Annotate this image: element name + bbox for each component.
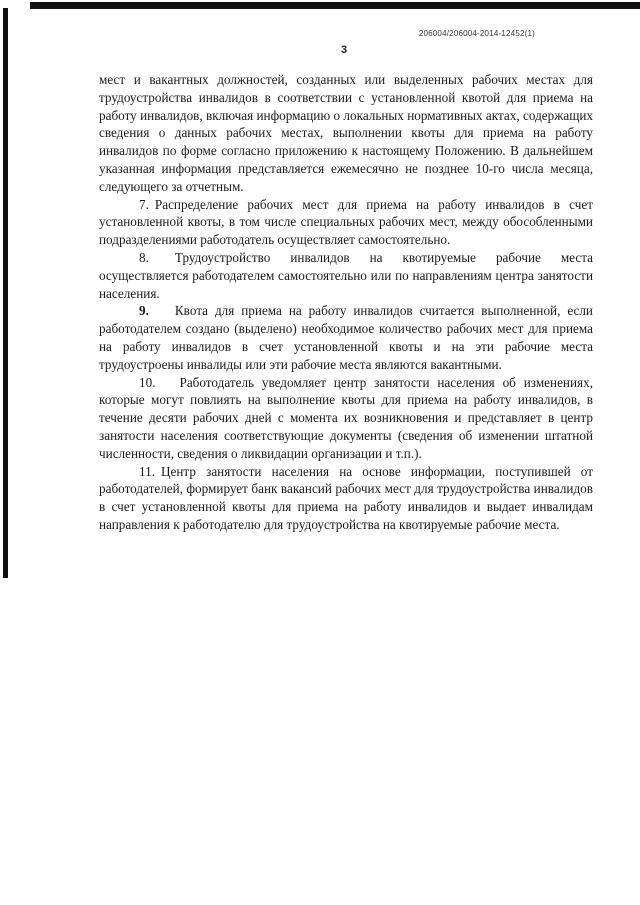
paragraph-number: 8. xyxy=(139,249,149,265)
paragraph-number: 9. xyxy=(139,303,149,319)
scan-edge-left xyxy=(3,8,8,578)
paragraph-text: Центр занятости населения на основе информации, поступившей от работодателей, формирует банк вакансий рабочих мест для трудоустройства инвалидов в счет установленной квоты для приема на работу инвалидов и выдает инвалидам направления к работодателю для трудоустройства на квотируемые рабочие места. xyxy=(99,463,593,532)
scan-edge-top xyxy=(30,2,640,9)
paragraph-10 xyxy=(99,374,593,463)
paragraph-text: Квота для приема на работу инвалидов считается выполненной, если работодателем создано (выделено) необходимое количество рабочих мест для приема на работу инвалидов в счет установленной квоты и на эти рабочие места трудоустроены инвалиды или эти рабочие места являются вакантными. xyxy=(99,303,593,372)
paragraph-text: Трудоустройство инвалидов на квотируемые рабочие места осуществляется работодателем самостоятельно или по направлениям центра занятости населения. xyxy=(99,249,593,301)
paragraph-number: 7. xyxy=(139,196,149,212)
paragraph-text: Распределение рабочих мест для приема на работу инвалидов в счет установленной квоты, в том числе специальных рабочих мест, между обособленными подразделениями работодатель осуществляет самостоятельно. xyxy=(99,196,593,248)
document-body xyxy=(99,71,593,534)
paragraph-8 xyxy=(99,249,593,302)
paragraph-9 xyxy=(99,302,593,373)
page-number: 3 xyxy=(341,44,348,56)
paragraph-7 xyxy=(99,196,593,249)
paragraph-11 xyxy=(99,463,593,534)
paragraph-number: 10. xyxy=(139,374,156,390)
paragraph-number: 11. xyxy=(139,463,155,479)
paragraph-continuation xyxy=(99,71,593,196)
paragraph-text: мест и вакантных должностей, созданных или выделенных рабочих местах для трудоустройства инвалидов в соответствии с установленной квотой для приема на работу инвалидов, включая информацию о локальных нормативных актах, содержащих сведения о данных рабочих местах, выполнении квоты для приема на работу инвалидов по форме согласно приложению к настоящему Положению. В дальнейшем указанная информация представляется ежемесячно не позднее 10-го числа месяца, следующего за отчетным. xyxy=(99,72,593,194)
paragraph-text: Работодатель уведомляет центр занятости населения об изменениях, которые могут повлиять на выполнение квоты для приема на работу инвалидов, в течение десяти рабочих дней с момента их возникновения и представляет в центр занятости населения соответствующие документы (сведения об изменении штатной численности, сведения о ликвидации организации и т.п.). xyxy=(99,374,593,461)
document-id: 206004/206004-2014-12452(1) xyxy=(418,29,535,38)
